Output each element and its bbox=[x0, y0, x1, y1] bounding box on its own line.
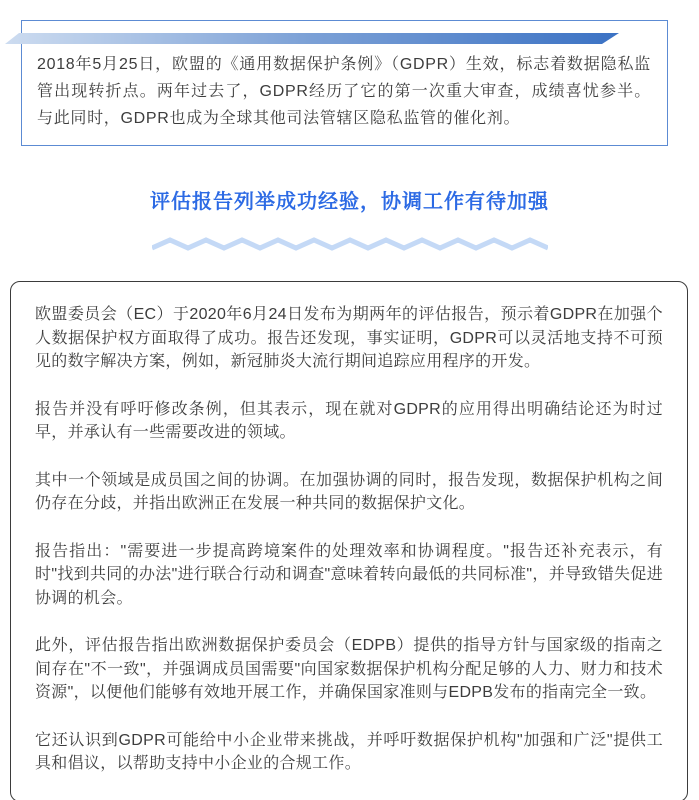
article-paragraph: 报告并没有呼吁修改条例，但其表示，现在就对GDPR的应用得出明确结论还为时过早，并承认有一些需要改进的领域。 bbox=[35, 400, 663, 441]
intro-callout-box bbox=[21, 20, 668, 146]
article-paragraph: 报告指出："需要进一步提高跨境案件的处理效率和协调程度。"报告还补充表示，有时"找到共同的办法"进行联合行动和调查"意味着转向最低的共同标准"，并导致错失促进协调的机会。 bbox=[35, 542, 663, 607]
wave-underline-icon bbox=[152, 237, 548, 251]
section-title: 评估报告列举成功经验，协调工作有待加强 bbox=[150, 191, 549, 213]
article-paragraph: 它还认识到GDPR可能给中小企业带来挑战，并呼吁数据保护机构"加强和广泛"提供工具和倡议，以帮助支持中小企业的合规工作。 bbox=[35, 731, 663, 772]
article-paragraph: 欧盟委员会（EC）于2020年6月24日发布为期两年的评估报告，预示着GDPR在加强个人数据保护权方面取得了成功。报告还发现，事实证明，GDPR可以灵活地支持不可预见的数字解决方案，例如，新冠肺炎大流行期间追踪应用程序的开发。 bbox=[35, 306, 663, 370]
article-body-box bbox=[10, 281, 688, 800]
article-paragraph: 此外，评估报告指出欧洲数据保护委员会（EDPB）提供的指导方针与国家级的指南之间存在"不一致"，并强调成员国需要"向国家数据保护机构分配足够的人力、财力和技术资源"，以便他们能够有效地开展工作，并确保国家准则与EDPB发布的指南完全一致。 bbox=[35, 637, 663, 701]
intro-paragraph: 2018年5月25日，欧盟的《通用数据保护条例》（GDPR）生效，标志着数据隐私监管出现转折点。两年过去了，GDPR经历了它的第一次重大审查，成绩喜忧参半。与此同时，GDPR也成为全球其他司法管辖区隐私监管的催化剂。 bbox=[37, 56, 651, 127]
article-paragraph: 其中一个领域是成员国之间的协调。在加强协调的同时，报告发现，数据保护机构之间仍存在分歧，并指出欧洲正在发展一种共同的数据保护文化。 bbox=[35, 471, 663, 512]
section-header bbox=[0, 188, 699, 256]
ribbon-decoration bbox=[5, 33, 619, 45]
